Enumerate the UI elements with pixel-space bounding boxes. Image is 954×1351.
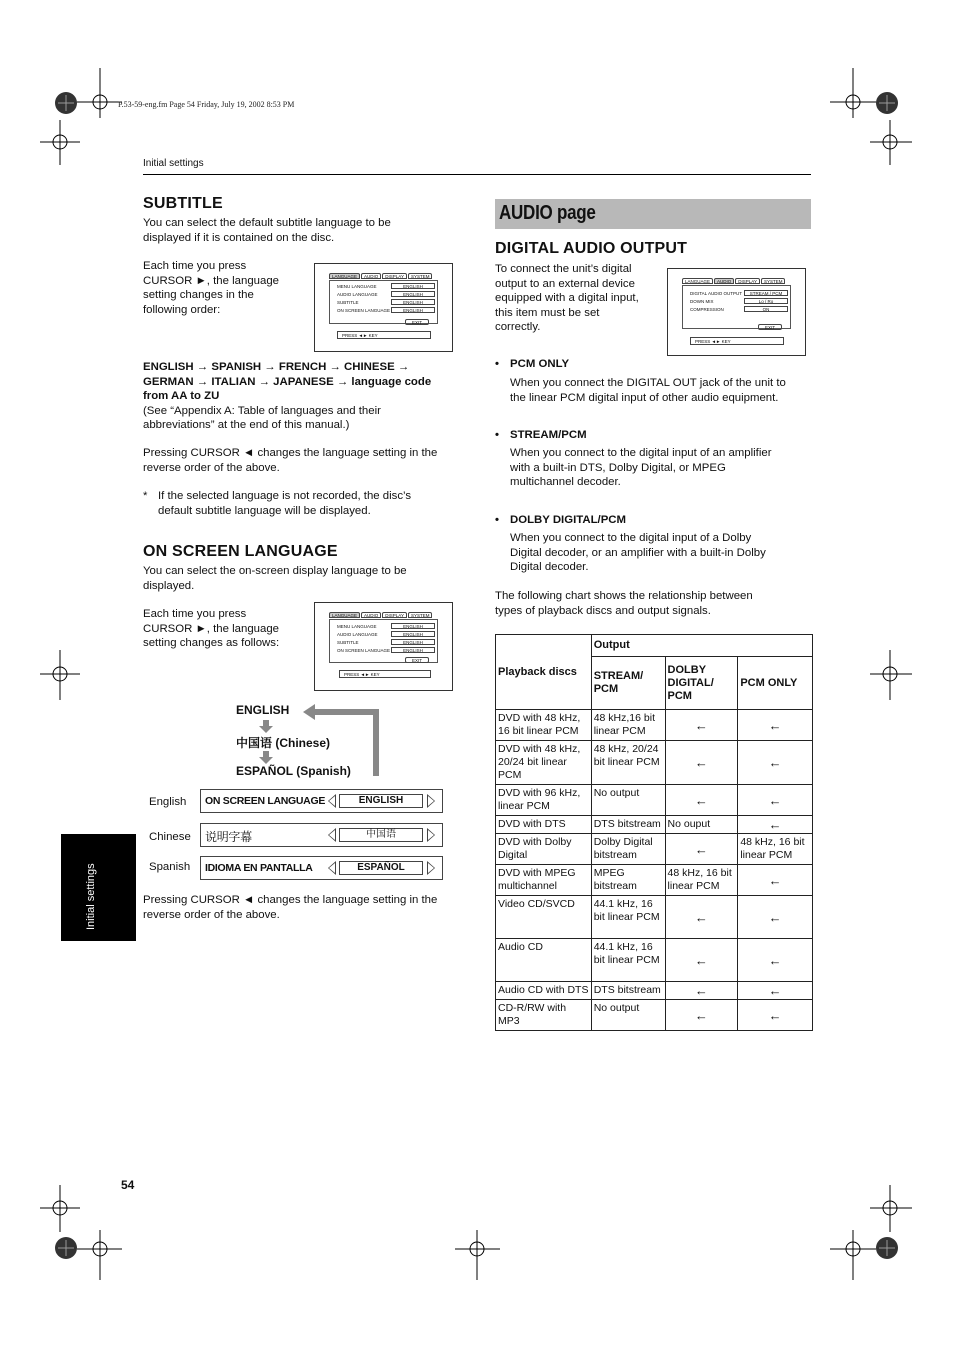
osd-exit: EXIT: [405, 657, 429, 663]
language-bar-value: 中国语: [339, 828, 423, 842]
osd-row-value: ENGLISH: [391, 623, 435, 629]
table-cell: DVD with DTS: [496, 816, 592, 834]
osd-tab: SYSTEM: [761, 278, 786, 284]
osd-press-key: PRESS ◄► KEY: [339, 670, 431, 678]
osd-row-value: ENGLISH: [391, 283, 435, 289]
option-dolby-title: DOLBY DIGITAL/PCM: [510, 514, 627, 526]
table-cell: Audio CD with DTS: [496, 982, 592, 1000]
option-stream-pcm-text: When you connect to the digital input of an amplifier with a built-in DTS, Dolby Digital, or MPEG multichannel decoder.: [510, 447, 772, 489]
osd-row-label: COMPRESSION: [690, 307, 724, 312]
table-row: [496, 785, 813, 816]
language-bar-value: ESPAÑOL: [339, 861, 423, 875]
bar-name-chinese: Chinese: [149, 831, 191, 843]
table-header-dolby-pcm: DOLBY DIGITAL/ PCM: [665, 657, 738, 710]
table-cell: DVD with 48 kHz, 20/24 bit linear PCM: [496, 741, 592, 785]
digital-audio-output-heading: DIGITAL AUDIO OUTPUT: [495, 240, 688, 257]
osd-row-label: SUBTITLE: [337, 300, 359, 305]
table-cell: ←: [665, 741, 738, 785]
osd-tab: LANGUAGE: [682, 278, 713, 284]
table-cell: CD-R/RW with MP3: [496, 1000, 592, 1031]
language-bar-value: ENGLISH: [339, 794, 423, 808]
osd-row-label: DOWN MIX: [690, 299, 714, 304]
subtitle-intro: You can select the default subtitle language to be displayed if it is contained on the disc.: [143, 217, 391, 244]
language-bar-english: [200, 789, 443, 813]
table-cell: 44.1 kHz, 16 bit linear PCM: [591, 896, 665, 939]
table-cell: ←: [738, 982, 813, 1000]
table-cell: ←: [738, 741, 813, 785]
option-stream-pcm-title: STREAM/PCM: [510, 429, 587, 441]
osd-row-value: STREAM / PCM: [744, 290, 788, 296]
osd-row-value: ON: [744, 306, 788, 312]
side-tab-label: Initial settings: [85, 863, 97, 930]
cycle-spanish: ESPAÑOL (Spanish): [236, 764, 351, 778]
table-cell: No output: [591, 785, 665, 816]
language-bar-spanish: [200, 856, 443, 880]
header-rule: [143, 174, 811, 175]
digital-audio-intro: To connect the unit’s digital output to an external device equipped with a digital input, this item must be set correctly.: [495, 263, 639, 334]
osd-tab: DISPLAY: [382, 273, 407, 279]
osd-language-screen: [314, 263, 453, 352]
page-number: 54: [121, 1178, 135, 1192]
table-row: [496, 896, 813, 939]
table-cell: No ouput: [665, 816, 738, 834]
table-cell: No output: [591, 1000, 665, 1031]
osd-tab: DISPLAY: [735, 278, 760, 284]
osd-press-key: PRESS ◄► KEY: [690, 337, 784, 345]
language-bar-label: 说明字幕: [205, 830, 252, 844]
table-row: [496, 939, 813, 982]
table-cell: DVD with MPEG multichannel: [496, 865, 592, 896]
table-row: [496, 982, 813, 1000]
osd-row-value: ENGLISH: [391, 299, 435, 305]
table-row: [496, 834, 813, 865]
chart-intro: The following chart shows the relationship between types of playback discs and output signals.: [495, 590, 753, 617]
osd-press-key: PRESS ◄► KEY: [337, 331, 431, 339]
table-cell: ←: [738, 816, 813, 834]
osd-audio-screen: [667, 268, 806, 356]
osd-tab: LANGUAGE: [329, 612, 360, 618]
table-cell: ←: [738, 939, 813, 982]
subtitle-note: If the selected language is not recorded, the disc’s default subtitle language will be displayed.: [158, 490, 412, 517]
table-header-stream-pcm: STREAM/ PCM: [591, 657, 665, 710]
table-cell: ←: [665, 982, 738, 1000]
cycle-english: ENGLISH: [236, 703, 290, 717]
osd-row-label: ON SCREEN LANGUAGE: [337, 308, 391, 313]
note-asterisk: *: [143, 490, 148, 502]
table-cell: DVD with 96 kHz, linear PCM: [496, 785, 592, 816]
osd-tab: AUDIO: [714, 278, 734, 284]
osd-row-value: Lo / Ro: [744, 298, 788, 304]
table-cell: Dolby Digital bitstream: [591, 834, 665, 865]
table-cell: ←: [665, 1000, 738, 1031]
osd-row-value: ENGLISH: [391, 307, 435, 313]
table-cell: ←: [665, 710, 738, 741]
osd-row-value: ENGLISH: [391, 639, 435, 645]
table-cell: 48 kHz, 16 bit linear PCM: [665, 865, 738, 896]
table-header-output: Output: [591, 635, 812, 657]
osd-row-label: ON SCREEN LANGUAGE: [337, 648, 391, 653]
osd-tab: SYSTEM: [408, 273, 433, 279]
table-cell: DTS bitstream: [591, 816, 665, 834]
osd-row-label: AUDIO LANGUAGE: [337, 292, 378, 297]
table-cell: ←: [665, 896, 738, 939]
table-row: [496, 865, 813, 896]
onscreen-intro: You can select the on-screen display language to be displayed.: [143, 565, 407, 592]
table-cell: DVD with 48 kHz, 16 bit linear PCM: [496, 710, 592, 741]
option-pcm-only-text: When you connect the DIGITAL OUT jack of the unit to the linear PCM digital input of other audio equipment.: [510, 377, 786, 404]
table-cell: Video CD/SVCD: [496, 896, 592, 939]
osd-row-label: MENU LANGUAGE: [337, 284, 377, 289]
osd-tab: AUDIO: [361, 612, 381, 618]
arrow-right-icon: [427, 861, 435, 875]
osd-row-label: MENU LANGUAGE: [337, 624, 377, 629]
table-cell: ←: [665, 834, 738, 865]
table-cell: 44.1 kHz, 16 bit linear PCM: [591, 939, 665, 982]
arrow-left-icon: [328, 828, 336, 842]
cycle-arrows: [255, 700, 395, 780]
language-bar-chinese: [200, 823, 443, 847]
arrow-left-icon: [328, 794, 336, 808]
osd-tab: LANGUAGE: [329, 273, 360, 279]
arrow-right-icon: [427, 794, 435, 808]
onscreen-language-heading: ON SCREEN LANGUAGE: [143, 543, 338, 560]
osd-tab: AUDIO: [361, 273, 381, 279]
table-cell: ←: [665, 785, 738, 816]
table-cell: MPEG bitstream: [591, 865, 665, 896]
table-cell: 48 kHz, 20/24 bit linear PCM: [591, 741, 665, 785]
osd-tab: DISPLAY: [382, 612, 407, 618]
osd-row-value: ENGLISH: [391, 291, 435, 297]
subtitle-reverse-text: Pressing CURSOR ◄ changes the language setting in the reverse order of the above.: [143, 447, 438, 474]
table-header-playback: Playback discs: [496, 635, 592, 710]
table-cell: ←: [738, 865, 813, 896]
arrow-right-icon: [427, 828, 435, 842]
table-cell: 48 kHz,16 bit linear PCM: [591, 710, 665, 741]
osd-row-value: ENGLISH: [391, 647, 435, 653]
bullet-dot: •: [495, 358, 499, 370]
osd-row-label: SUBTITLE: [337, 640, 359, 645]
osd-row-label: AUDIO LANGUAGE: [337, 632, 378, 637]
arrow-left-icon: [328, 861, 336, 875]
osd-row-value: ENGLISH: [391, 631, 435, 637]
file-info-line: P.53-59-eng.fm Page 54 Friday, July 19, 2002 8:53 PM: [118, 100, 295, 109]
table-cell: DTS bitstream: [591, 982, 665, 1000]
bar-name-spanish: Spanish: [149, 861, 191, 873]
language-bar-label: IDIOMA EN PANTALLA: [205, 862, 313, 874]
table-row: [496, 741, 813, 785]
osd-exit: EXIT: [758, 324, 782, 330]
osd-row-label: DIGITAL AUDIO OUTPUT: [690, 291, 743, 296]
osd-language-screen: [314, 602, 453, 691]
table-cell: ←: [665, 939, 738, 982]
table-cell: ←: [738, 896, 813, 939]
table-row: [496, 710, 813, 741]
table-row: [496, 1000, 813, 1031]
option-dolby-text: When you connect to the digital input of a Dolby Digital decoder, or an amplifier with a built-in Dolby Digital decoder.: [510, 532, 766, 574]
subtitle-language-order: ENGLISH → SPANISH → FRENCH → CHINESE → GERMAN → ITALIAN → JAPANESE → language code from AA to ZU (See “Appendix A: Table of languages and their abbreviations” at the end of this manual.): [143, 361, 432, 432]
option-pcm-only-title: PCM ONLY: [510, 358, 570, 370]
bullet-dot: •: [495, 514, 499, 526]
side-tab: [61, 834, 136, 941]
table-cell: Audio CD: [496, 939, 592, 982]
osd-exit: EXIT: [405, 319, 429, 325]
subtitle-press-text: Each time you press CURSOR ►, the language setting changes in the following order:: [143, 260, 280, 316]
output-signal-table: [495, 634, 813, 1031]
onscreen-reverse-text: Pressing CURSOR ◄ changes the language setting in the reverse order of the above.: [143, 894, 438, 921]
bar-name-english: English: [149, 796, 187, 808]
table-header-pcm-only: PCM ONLY: [738, 657, 813, 710]
subtitle-heading: SUBTITLE: [143, 195, 223, 212]
table-cell: DVD with Dolby Digital: [496, 834, 592, 865]
language-bar-label: ON SCREEN LANGUAGE: [205, 795, 326, 807]
table-cell: ←: [738, 785, 813, 816]
table-cell: 48 kHz, 16 bit linear PCM: [738, 834, 813, 865]
bullet-dot: •: [495, 429, 499, 441]
running-header: Initial settings: [143, 158, 204, 169]
table-cell: ←: [738, 1000, 813, 1031]
table-cell: ←: [738, 710, 813, 741]
table-row: [496, 816, 813, 834]
audio-page-banner: [495, 199, 811, 229]
cycle-chinese: 中国语 (Chinese): [236, 736, 331, 750]
onscreen-press-text: Each time you press CURSOR ►, the language setting changes as follows:: [143, 608, 280, 650]
osd-tab: SYSTEM: [408, 612, 433, 618]
audio-page-title: AUDIO page: [499, 202, 596, 224]
